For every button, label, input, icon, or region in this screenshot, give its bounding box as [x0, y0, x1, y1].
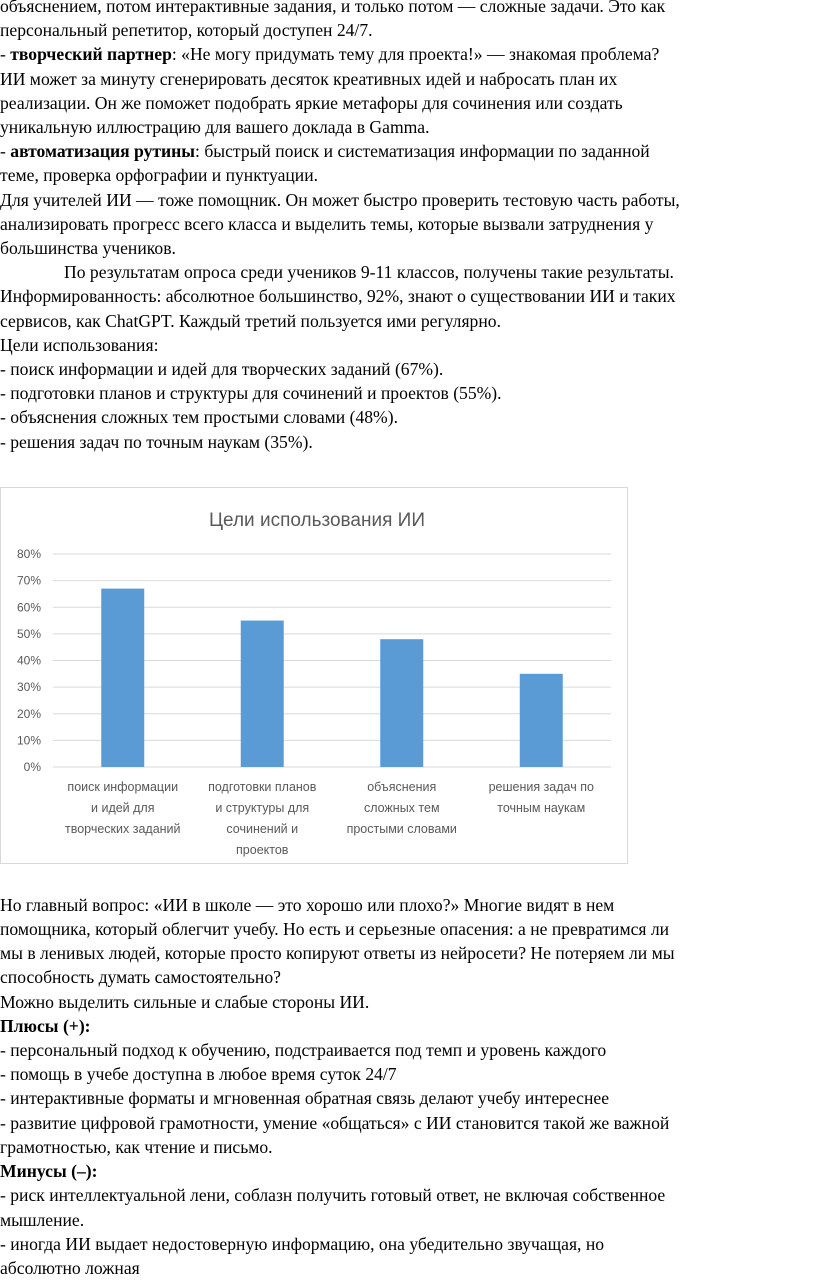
- list-item: - иногда ИИ выдает недостоверную информацию, она убедительно звучащая, но: [0, 1233, 605, 1254]
- list-item: - поиск информации и идей для творческих заданий (67%).: [0, 359, 444, 380]
- x-tick-label: и структуры для: [215, 800, 310, 815]
- pros-title: Плюсы (+):: [0, 1015, 91, 1036]
- cons-title: Минусы (–):: [0, 1161, 98, 1182]
- bar-chart: [0, 487, 628, 864]
- goals-heading: Цели использования:: [0, 334, 159, 355]
- y-tick-label: 10%: [16, 733, 41, 748]
- paragraph-line: Информированность: абсолютное большинство, 92%, знают о существовании ИИ и таких: [0, 286, 676, 307]
- cons-heading: [0, 1159, 812, 1183]
- list-item: - помощь в учебе доступна в любое время суток 24/7: [0, 1064, 397, 1085]
- paragraph-line: мышление.: [0, 1209, 85, 1230]
- x-tick-label: сочинений и: [226, 821, 299, 836]
- paragraph-line: анализировать прогресс всего класса и выделить темы, которые вызвали затруднения у: [0, 213, 654, 234]
- paragraph-line: персональный репетитор, который доступен 24/7.: [0, 20, 373, 41]
- paragraph-line: реализации. Он же поможет подобрать яркие метафоры для сочинения или создать: [0, 92, 623, 113]
- x-tick-label: сложных тем: [363, 800, 440, 815]
- paragraph-line: сервисов, как ChatGPT. Каждый третий пользуется ими регулярно.: [0, 310, 501, 331]
- pros-heading: [0, 1014, 812, 1038]
- x-tick-label: подготовки планов: [208, 779, 317, 794]
- x-tick-label: проектов: [236, 842, 289, 857]
- y-tick-label: 0%: [23, 759, 41, 774]
- item-text: : быстрый поиск и систематизация информации по заданной: [195, 141, 650, 162]
- x-tick-label: творческих заданий: [64, 821, 181, 836]
- creative-partner-item: [0, 42, 812, 66]
- paragraph-line: абсолютно ложная: [0, 1257, 140, 1278]
- list-dash: -: [0, 44, 11, 65]
- chart-canvas: [1, 488, 627, 863]
- list-item: - персональный подход к обучению, подстраивается под темп и уровень каждого: [0, 1040, 607, 1061]
- conclusion-section: [0, 893, 812, 1280]
- y-tick-label: 30%: [16, 679, 41, 694]
- automation-item: [0, 139, 812, 163]
- y-tick-label: 40%: [16, 653, 41, 668]
- list-item: - подготовки планов и структуры для сочинений и проектов (55%).: [0, 383, 502, 404]
- bar: [241, 620, 284, 766]
- paragraph-line: способность думать самостоятельно?: [0, 967, 281, 988]
- x-tick-label: объяснения: [367, 779, 437, 794]
- x-tick-label: поиск информации: [67, 779, 179, 794]
- paragraph-line: По результатам опроса среди учеников 9-11 классов, получены такие результаты.: [64, 262, 674, 283]
- bar: [380, 639, 423, 767]
- paragraph-line: помощника, который облегчит учебу. Но есть и серьезные опасения: а не превратимся ли: [0, 919, 670, 940]
- paragraph-line: Можно выделить сильные и слабые стороны ИИ.: [0, 991, 370, 1012]
- paragraph-line: уникальную иллюстрацию для вашего доклада в Gamma.: [0, 117, 430, 138]
- list-item: - решения задач по точным наукам (35%).: [0, 431, 313, 452]
- y-tick-label: 20%: [16, 706, 41, 721]
- paragraph-line: Для учителей ИИ — тоже помощник. Он может быстро проверить тестовую часть работы,: [0, 189, 680, 210]
- paragraph-line: объяснением, потом интерактивные задания, и только потом — сложные задачи. Это как: [0, 0, 666, 16]
- x-tick-label: решения задач по: [488, 779, 594, 794]
- list-item: - объяснения сложных тем простыми словами (48%).: [0, 407, 398, 428]
- list-item: - развитие цифровой грамотности, умение «общаться» с ИИ становится такой же важной: [0, 1112, 670, 1133]
- paragraph-line: теме, проверка орфографии и пунктуации.: [0, 165, 319, 186]
- list-dash: -: [0, 141, 11, 162]
- list-item: - интерактивные форматы и мгновенная обратная связь делают учебу интереснее: [0, 1088, 610, 1109]
- bar: [101, 588, 144, 766]
- chart-title: Цели использования ИИ: [208, 509, 426, 531]
- bar: [520, 674, 563, 767]
- bold-term: творческий партнер: [10, 44, 172, 65]
- paragraph-line: большинства учеников.: [0, 238, 176, 259]
- y-tick-label: 60%: [16, 600, 41, 615]
- paragraph-line: Но главный вопрос: «ИИ в школе — это хорошо или плохо?» Многие видят в нем: [0, 894, 615, 915]
- paragraph-line: мы в ленивых людей, которые просто копируют ответы из нейросети? Не потеряем ли мы: [0, 943, 675, 964]
- list-item: - риск интеллектуальной лени, соблазн получить готовый ответ, не включая собственное: [0, 1185, 666, 1206]
- x-tick-label: и идей для: [91, 800, 155, 815]
- bold-term: автоматизация рутины: [10, 141, 196, 162]
- item-text: : «Не могу придумать тему для проекта!» — знакомая проблема?: [171, 44, 660, 65]
- y-tick-label: 50%: [16, 626, 41, 641]
- y-tick-label: 80%: [16, 546, 41, 561]
- paragraph-line: ИИ может за минуту сгенерировать десяток креативных идей и набросать план их: [0, 68, 618, 89]
- x-tick-label: простыми словами: [346, 821, 457, 836]
- y-tick-label: 70%: [16, 573, 41, 588]
- x-tick-label: точным наукам: [497, 800, 586, 815]
- paragraph-line: грамотностью, как чтение и письмо.: [0, 1136, 273, 1157]
